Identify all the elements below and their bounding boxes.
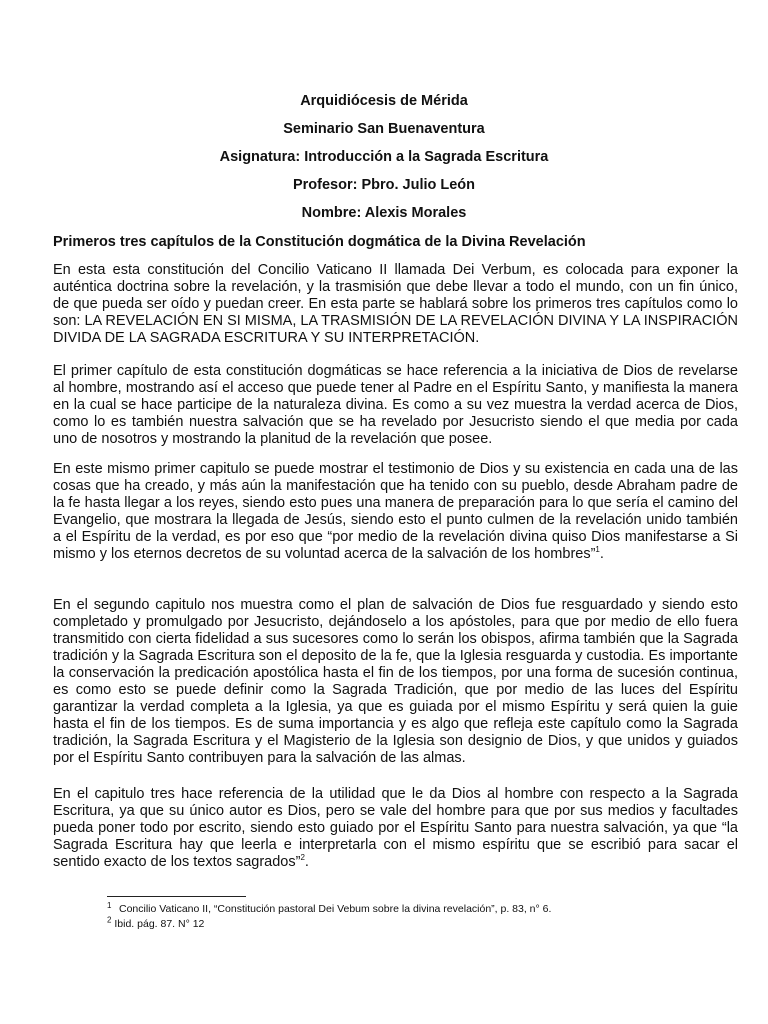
- footnote-number: 2: [107, 915, 112, 925]
- footnote-text: Concilio Vaticano II, “Constitución pastoral Dei Vebum sobre la divina revelación”, p. 83, n° 6.: [119, 903, 552, 915]
- header-subject: Asignatura: Introducción a la Sagrada Escritura: [219, 149, 549, 165]
- paragraph-text: En el capitulo tres hace referencia de la utilidad que le da Dios al hombre con respecto a la Sagrada Escritura, ya que su único autor es Dios, pero se vale del hombre para que por sus medios y facultades pueda poner todo por escrito, siendo esto guiado por el Espíritu Santo para nuestra salvación, ya que “la Sagrada Escritura hay que leerla e interpretarla con el mismo espíritu que se escribió para sacar el sentido exacto de los textos sagrados”: [53, 786, 738, 870]
- paragraph-chapter-one: El primer capítulo de esta constitución dogmáticas se hace referencia a la iniciativa de Dios de revelarse al hombre, mostrando así el acceso que puede tener al Padre en el Espíritu Santo, y manifiesta la manera en la cual se hace participe de la naturaleza divina. Es como a su vez muestra la verdad acerca de Dios, como lo es también nuestra salvación que se ha revelado por Jesucristo siendo el que media por cada uno de nosotros y mostrando la planitud de la revelación que posee.: [53, 363, 738, 447]
- paragraph-text: En este mismo primer capitulo se puede mostrar el testimonio de Dios y su existencia en cada una de las cosas que ha creado, y más aún la manifestación que ha tenido con su pueblo, desde Abraham padre de la fe hasta llegar a los reyes, siendo esto pues una manera de preparación para lo que sería el camino del Evangelio, que mostrara la llegada de Jesús, siendo esto el punto culmen de la revelación unido también a el Espíritu de la verdad, es por eso que “por medio de la revelación divina quiso Dios manifestarse a Si mismo y los eternos decretos de su voluntad acerca de la salvación de los hombres”: [53, 461, 738, 562]
- footnote-ref-2: 2: [300, 853, 305, 863]
- paragraph-chapter-two: En el segundo capitulo nos muestra como el plan de salvación de Dios fue resguardado y siendo esto completado y promulgado por Jesucristo, dejándoselo a los apóstoles, para que por medio de ello fuera transmitido con cierta fidelidad a sus sucesores como lo serán los obispos, afirma también que la Sagrada tradición y la Sagrada Escritura son el deposito de la fe, que la Iglesia resguarda y custodia. Es importante la conservación la predicación apostólica hasta el fin de los tiempos, por una forma de sucesión continua, es como esto se puede definir como la Sagrada Tradición, que por medio de las luces del Espíritu garantizar la verdad completa a la Iglesia, ya que es guiada por el mismo Espíritu y será quien la guie hasta el fin de los tiempos. Es de suma importancia y es algo que refleja este capítulo como la Sagrada tradición, la Sagrada Escritura y el Magisterio de la Iglesia son designio de Dios, y que unidos y guiados por el Espíritu Santo contribuyen para la salvación de las almas.: [53, 597, 738, 766]
- paragraph-end: .: [304, 854, 309, 870]
- paragraph-chapter-one-testimony: [53, 461, 738, 563]
- section-title: Primeros tres capítulos de la Constitución dogmática de la Divina Revelación: [53, 234, 586, 250]
- header-seminary: Seminario San Buenaventura: [283, 121, 485, 137]
- footnote-1: $^1$ Concilio Vaticano II, “Constitución pastoral Dei Vebum sobre la divina revelación”, p. 83, n° 6.: [107, 900, 552, 915]
- paragraph-chapter-three: [53, 786, 738, 871]
- footnote-text: Ibid. pág. 87. N° 12: [114, 918, 205, 930]
- paragraph-end: .: [599, 546, 604, 562]
- header-professor: Profesor: Pbro. Julio León: [292, 177, 476, 193]
- footnote-ref-1: 1: [595, 545, 600, 555]
- header-archdiocese: Arquidiócesis de Mérida: [300, 93, 468, 109]
- header-student-name: Nombre: Alexis Morales: [301, 205, 467, 221]
- footnote-2: [107, 915, 205, 931]
- paragraph-intro: En esta esta constitución del Concilio Vaticano II llamada Dei Verbum, es colocada para exponer la auténtica doctrina sobre la revelación, y la trasmisión que debe llevar a todo el mundo, con un fin único, de que pueda ser oído y puedan creer. En esta parte se hablará sobre los primeros tres capítulos como lo son: LA REVELACIÓN EN SI MISMA, LA TRASMISIÓN DE LA REVELACIÓN DIVINA Y LA INSPIRACIÓN DIVIDA DE LA SAGRADA ESCRITURA Y SU INTERPRETACIÓN.: [53, 262, 738, 346]
- footnote-divider: [107, 896, 246, 897]
